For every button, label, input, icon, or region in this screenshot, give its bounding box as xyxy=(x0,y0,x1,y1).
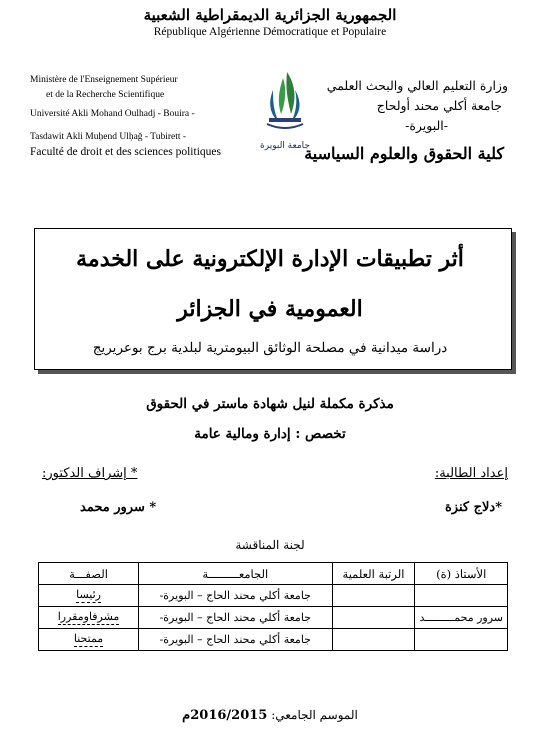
memo-statement: مذكرة مكملة لنيل شهادة ماستر في الحقوق xyxy=(146,396,394,412)
cell-professor: سرور محمـــــــــد xyxy=(415,607,508,629)
faculty-ar: كلية الحقوق والعلوم السياسية xyxy=(304,144,504,163)
republic-ar: الجمهورية الجزائرية الديمقراطية الشعبية xyxy=(143,6,397,24)
season-label: الموسم الجامعي: xyxy=(271,708,358,722)
jury-table-header xyxy=(39,563,508,585)
cell-professor xyxy=(415,585,508,607)
header-university: الجامعـــــــــة xyxy=(139,563,332,585)
cell-university: جامعة أكلي محند الحاج – البويرة- xyxy=(139,585,332,607)
supervisor-label: * إشراف الدكتور: xyxy=(42,466,138,481)
academic-season xyxy=(0,708,540,723)
thesis-title-line2: العمومية في الجزائر xyxy=(177,296,363,322)
table-row xyxy=(39,607,508,629)
city-ar: -البويرة- xyxy=(405,118,448,133)
jury-table xyxy=(38,562,508,651)
specialty: تخصص : إدارة ومالية عامة xyxy=(194,426,346,442)
right-header-block xyxy=(308,76,508,136)
cell-rank xyxy=(332,585,415,607)
ministry-fr-line1: Ministère de l'Enseignement Supérieur xyxy=(30,75,178,85)
table-row xyxy=(39,585,508,607)
university-logo-graphic xyxy=(255,68,315,156)
cell-university: جامعة أكلي محند الحاج – البويرة- xyxy=(139,629,332,651)
committee-title: لجنة المناقشة xyxy=(235,538,305,552)
student-label: إعداد الطالبة: xyxy=(434,466,508,481)
university-fr-line1: Université Akli Mohand Oulhadj - Bouira - xyxy=(30,109,195,119)
faculty-fr: Faculté de droit et des sciences politiques xyxy=(30,146,221,158)
thesis-title-line1: أثر تطبيقات الإدارة الإلكترونية على الخدمة xyxy=(76,246,464,272)
ministry-ar: وزارة التعليم العالي والبحث العلمي xyxy=(326,78,508,93)
role-label: مشرفاومقررا xyxy=(57,610,120,623)
ministry-fr-line2: et de la Recherche Scientifique xyxy=(46,90,165,100)
supervisor-name: * سرور محمد xyxy=(80,500,157,515)
header-role: الصفـــة xyxy=(39,563,139,585)
cell-rank xyxy=(332,607,415,629)
role-label: ممتحنا xyxy=(73,632,104,645)
left-header-block xyxy=(30,73,240,145)
cell-professor xyxy=(415,629,508,651)
university-fr-line2: Tasdawit Akli Muḥend Ulḥağ - Tubirett - xyxy=(30,132,187,142)
republic-fr: République Algérienne Démocratique et Populaire xyxy=(153,26,387,38)
university-logo xyxy=(255,68,315,156)
season-year: 2016/2015م xyxy=(182,708,268,723)
cell-role xyxy=(39,629,139,651)
logo-caption: جامعة البويرة xyxy=(260,141,310,151)
cell-role xyxy=(39,585,139,607)
header-professor: الأستاذ (ة) xyxy=(415,563,508,585)
table-row xyxy=(39,629,508,651)
cell-role xyxy=(39,607,139,629)
role-label: رئيسا xyxy=(76,588,101,601)
thesis-subtitle: دراسة ميدانية في مصلحة الوثائق البيومترية لبلدية برج بوعريريج xyxy=(92,340,448,356)
header-rank: الرتبة العلمية xyxy=(332,563,415,585)
cell-university: جامعة أكلي محند الحاج – البويرة- xyxy=(139,607,332,629)
student-name: *دلاج كنزة xyxy=(444,500,502,515)
cell-rank xyxy=(332,629,415,651)
university-ar: جامعة أكلي محند أولحاج xyxy=(376,98,502,113)
